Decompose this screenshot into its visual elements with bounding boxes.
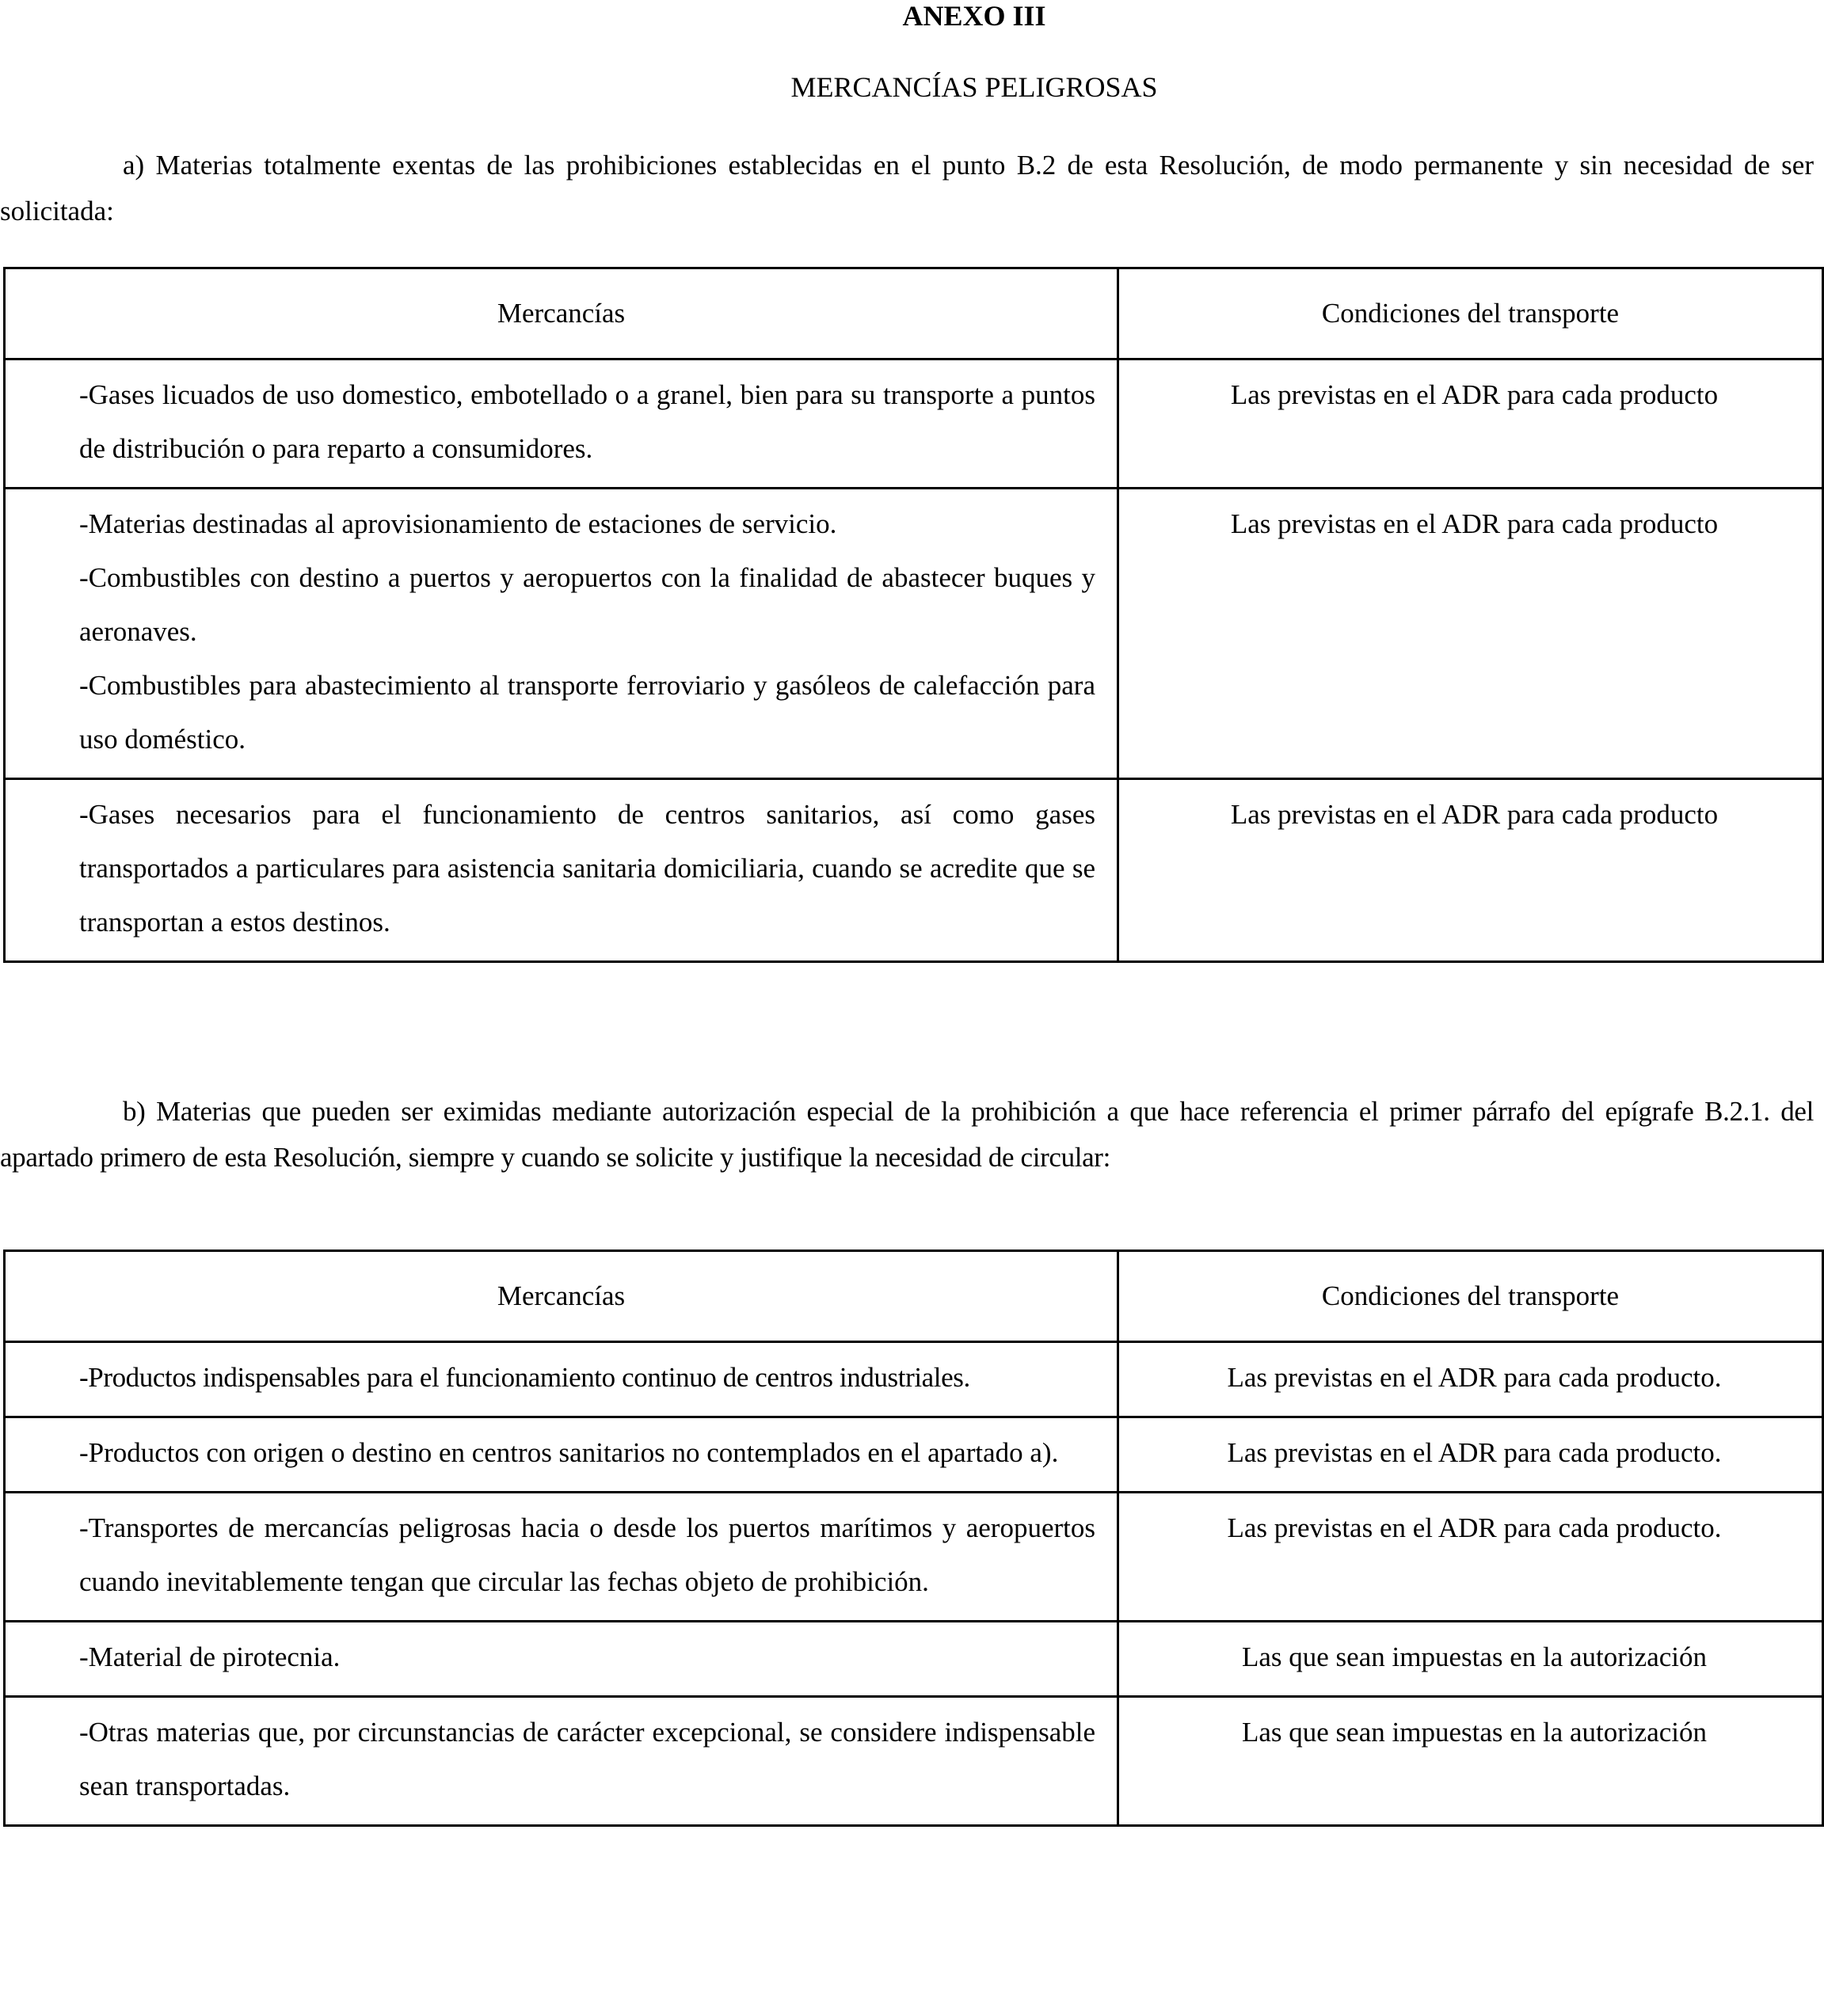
goods-item: -Material de pirotecnia. — [79, 1641, 341, 1672]
annex-title: ANEXO III — [902, 0, 1046, 32]
table-row — [5, 1622, 1823, 1697]
table-section-b — [3, 1250, 1824, 1827]
table-row — [5, 1493, 1823, 1622]
conditions-cell: Las previstas en el ADR para cada producto. — [1118, 1417, 1823, 1493]
table-header-row — [5, 268, 1823, 359]
table-header-row — [5, 1251, 1823, 1342]
header-conditions: Condiciones del transporte — [1118, 268, 1823, 359]
conditions-cell: Las que sean impuestas en la autorización — [1118, 1697, 1823, 1826]
conditions-cell: Las previstas en el ADR para cada producto — [1118, 779, 1823, 962]
table-row — [5, 1342, 1823, 1417]
goods-cell — [5, 1622, 1118, 1697]
goods-cell — [5, 1697, 1118, 1826]
table-row — [5, 1697, 1823, 1826]
goods-cell — [5, 1417, 1118, 1493]
goods-cell — [5, 1493, 1118, 1622]
table-row — [5, 779, 1823, 962]
goods-item: -Productos con origen o destino en centros sanitarios no contemplados en el apartado a). — [79, 1437, 1059, 1468]
conditions-cell: Las previstas en el ADR para cada producto — [1118, 489, 1823, 779]
conditions-cell: Las previstas en el ADR para cada producto. — [1118, 1342, 1823, 1417]
goods-cell — [5, 489, 1118, 779]
section-title: MERCANCÍAS PELIGROSAS — [790, 71, 1158, 103]
conditions-cell: Las previstas en el ADR para cada producto. — [1118, 1493, 1823, 1622]
goods-item: -Productos indispensables para el funcionamiento continuo de centros industriales. — [79, 1362, 970, 1393]
goods-item: -Combustibles con destino a puertos y aeropuertos con la finalidad de abastecer buques y aeronaves. — [79, 562, 1095, 647]
header-conditions: Condiciones del transporte — [1118, 1251, 1823, 1342]
goods-item: -Combustibles para abastecimiento al transporte ferroviario y gasóleos de calefacción para uso doméstico. — [79, 670, 1095, 755]
section-a-intro: a) Materias totalmente exentas de las prohibiciones establecidas en el punto B.2 de esta Resolución, de modo permanente y sin necesidad de ser solicitada: — [0, 150, 1814, 226]
goods-item: -Gases necesarios para el funcionamiento de centros sanitarios, así como gases transportados a particulares para asistencia sanitaria domiciliaria, cuando se acredite que se transportan a estos destinos. — [79, 799, 1095, 938]
goods-cell — [5, 1342, 1118, 1417]
goods-cell — [5, 779, 1118, 962]
conditions-cell: Las previstas en el ADR para cada producto — [1118, 359, 1823, 489]
header-goods: Mercancías — [5, 1251, 1118, 1342]
conditions-cell: Las que sean impuestas en la autorización — [1118, 1622, 1823, 1697]
table-row — [5, 359, 1823, 489]
goods-cell — [5, 359, 1118, 489]
goods-item: -Transportes de mercancías peligrosas hacia o desde los puertos marítimos y aeropuertos cuando inevitablemente tengan que circular las fechas objeto de prohibición. — [79, 1512, 1095, 1597]
table-section-a — [3, 267, 1824, 963]
goods-item: -Gases licuados de uso domestico, embotellado o a granel, bien para su transporte a puntos de distribución o para reparto a consumidores. — [79, 379, 1095, 464]
section-b-intro: b) Materias que pueden ser eximidas mediante autorización especial de la prohibición a que hace referencia el primer párrafo del epígrafe B.2.1. del apartado primero de esta Resolución, siempre y cuando se solicite y justifique la necesidad de circular: — [0, 1096, 1814, 1173]
goods-item: -Materias destinadas al aprovisionamiento de estaciones de servicio. — [79, 508, 837, 539]
header-goods: Mercancías — [5, 268, 1118, 359]
table-row — [5, 489, 1823, 779]
goods-item: -Otras materias que, por circunstancias de carácter excepcional, se considere indispensable sean transportadas. — [79, 1717, 1095, 1801]
table-row — [5, 1417, 1823, 1493]
